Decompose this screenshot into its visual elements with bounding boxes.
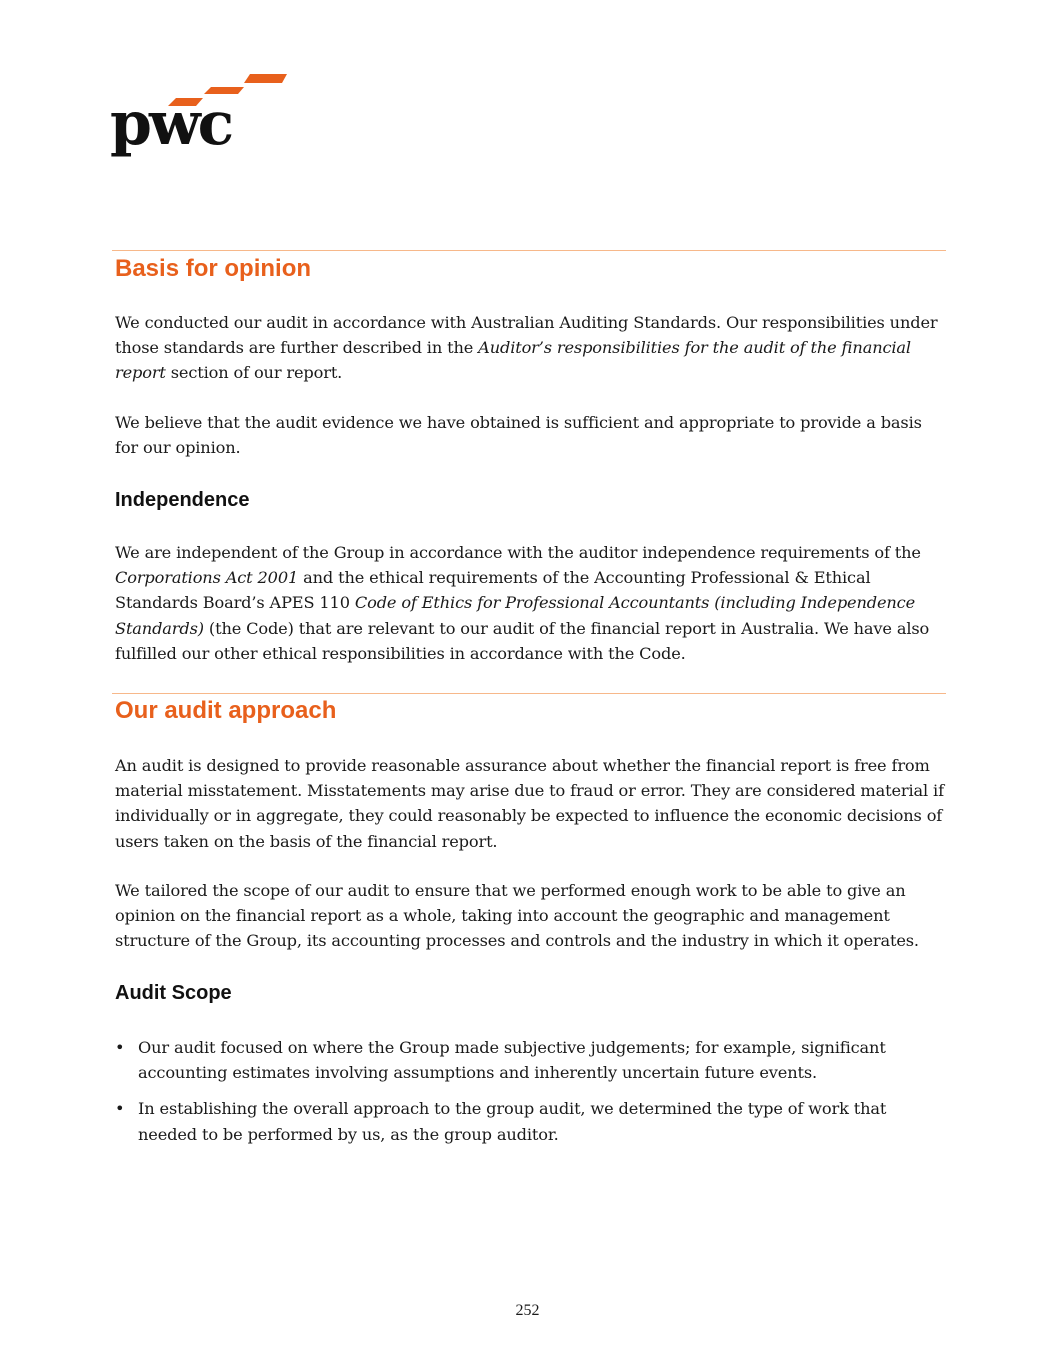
independence-paragraph: We are independent of the Group in accordance with the auditor independence requirements of the Corporations Act 2001 and the ethical requirements of the Accounting Professional & Ethical Standards Board’s APES 110 Code of Ethics for Professional Accountants (including Independence Standards) (the Code) that are relevant to our audit of the financial report in Australia. We have also fulfilled our other ethical responsibilities in accordance with the Code. [115,543,930,663]
bullet-icon: • [115,1038,125,1057]
heading-independence: Independence [115,489,250,511]
audit-scope-list [115,1035,947,1158]
svg-text:pwc: pwc [110,89,232,159]
page-number: 252 [515,1302,540,1319]
list-item: • Our audit focused on where the Group made subjective judgements; for example, significant accounting estimates involving assumptions and inherently uncertain future events. [115,1035,947,1085]
approach-paragraph-1: An audit is designed to provide reasonable assurance about whether the financial report is free from material misstatement. Misstatements may arise due to fraud or error. They are considered material if individually or in aggregate, they could reasonably be expected to influence the economic decisions of users taken on the basis of the financial report. [115,756,944,851]
heading-basis-for-opinion: Basis for opinion [115,255,312,282]
basis-paragraph-1: We conducted our audit in accordance with Australian Auditing Standards. Our responsibilities under those standards are further described in the Auditor’s responsibilities for the audit of the financial report section of our report. [115,313,938,383]
section-divider [112,693,946,694]
heading-audit-scope: Audit Scope [115,982,232,1004]
list-item: • In establishing the overall approach to the group audit, we determined the type of work that needed to be performed by us, as the group auditor. [115,1096,947,1146]
pwc-logo-icon [110,70,290,162]
pwc-logo [110,70,290,162]
basis-paragraph-2: We believe that the audit evidence we have obtained is sufficient and appropriate to provide a basis for our opinion. [115,413,922,458]
bullet-icon: • [115,1099,125,1119]
heading-our-audit-approach: Our audit approach [115,697,337,724]
section-divider [112,250,946,251]
approach-paragraph-2: We tailored the scope of our audit to ensure that we performed enough work to be able to give an opinion on the financial report as a whole, taking into account the geographic and management structure of the Group, its accounting processes and controls and the industry in which it operates. [115,881,919,951]
